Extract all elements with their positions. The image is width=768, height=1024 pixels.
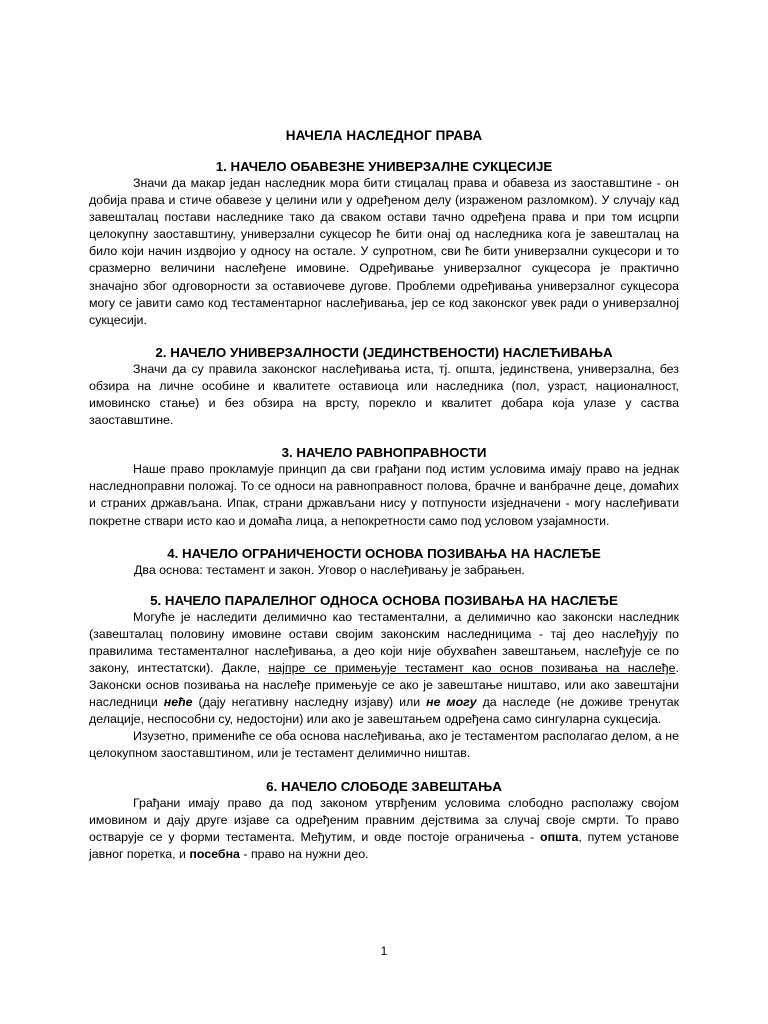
section-paragraph: Значи да макар један наследник мора бити стицалац права и обавеза из заоставштине - он добија права и стиче обавезе у целини или у одређеном делу (израженом разломком). У случају кад завешталац постави наследнике тако да сваком остави тачно одређена права и при том исцрпи целокупну заоставштину, универзални сукцесор ће бити онај од наследника кога је завешталац на било који начин издвојио у односу на остале. У супротном, сви ће бити универзални сукцесори и то сразмерно величини наслеђене имовине. Одређивање универзалног сукцесора је практично значајно због одговорности за оставиочеве дугове. Проблеми одређивања универзалног сукцесора могу се јавити само код тестаментарног наслеђивања, јер се код законског увек ради о универзалној сукцесији.	[89, 176, 679, 327]
section-paragraph: Два основа: тестамент и закон. Уговор о наслеђивању је забрањен.	[134, 562, 525, 577]
text-run: Грађани имају право да под законом утврђеним условима слободно располажу својом имовином и дају друге изјаве са одређеним правним дејствима за случај своје смрти. То право остварује се у форми тестамента. Међутим, и овде постоје ограничења -	[89, 795, 679, 844]
section-heading: 1. НАЧЕЛО ОБАВЕЗНЕ УНИВЕРЗАЛНЕ СУКЦЕСИЈЕ	[215, 159, 553, 174]
emphasis-word: неће	[163, 695, 193, 710]
section-heading: 4. НАЧЕЛО ОГРАНИЧЕНОСТИ ОСНОВА ПОЗИВАЊА НА НАСЛЕЂЕ	[167, 545, 601, 561]
section-paragraph: Значи да су правила законског наслеђивања иста, тј. општа, јединствена, универзална, без обзира на личне особине и квалитете оставиоца или наследника (пол, узраст, националност, имовинско стање) и без обзира на врсту, порекло и квалитет добара која улазе у саства заоставштине.	[89, 361, 679, 428]
document-title: НАЧЕЛА НАСЛЕДНОГ ПРАВА	[285, 128, 483, 143]
text-run: , путем установе јавног поретка, и	[89, 829, 679, 861]
text-run: Могуће је наследити делимично као тестаментални, а делимично као законски наследник (завешталац половину имовине остави својим законским наследницима - тај део наслеђују по правилима тестаменталног наслеђивања, а део који није обухваћен завештањем, наслеђује се по закону, интестатски). Дакле,	[89, 609, 679, 675]
page-number: 1	[380, 944, 388, 958]
section-heading: 2. НАЧЕЛО УНИВЕРЗАЛНОСТИ (ЈЕДИНСТВЕНОСТИ) НАСЛЕЋИВАЊА	[155, 344, 613, 360]
section-heading: 6. НАЧЕЛО СЛОБОДЕ ЗАВЕШТАЊА	[266, 778, 502, 794]
emphasis-word: општа	[540, 829, 579, 844]
text-run: (дају негативну наследну изјаву) или	[192, 695, 427, 710]
section-3	[89, 445, 679, 529]
section-paragraph: Изузетно, примениће се оба основа наслеђивања, ако је тестаментом располагао делом, а не целокупном заоставштином, или је тестамент делимично ништав.	[89, 729, 679, 761]
section-heading: 5. НАЧЕЛО ПАРАЛЕЛНОГ ОДНОСА ОСНОВА ПОЗИВАЊА НА НАСЛЕЂЕ	[150, 592, 618, 608]
emphasis-word: не могу	[426, 695, 477, 710]
section-paragraph	[89, 609, 679, 729]
section-6	[89, 779, 679, 863]
underlined-phrase: најпре се примењује тестамент као основ позивања на наслеђе	[268, 660, 676, 675]
text-run: - право на нужни део.	[239, 846, 369, 861]
section-1	[89, 159, 679, 329]
emphasis-word: посебна	[189, 846, 240, 861]
section-paragraph	[89, 795, 679, 863]
section-heading: 3. НАЧЕЛО РАВНОПРАВНОСТИ	[281, 445, 487, 461]
text-run: да наследе (не доживе тренутак делације, неспособни су, недостојни) или ако је завештањем одређена само сингуларна сукцесија.	[89, 695, 680, 727]
text-run: . Законски основ позивања на наслеђе примењује се ако је завештање ништаво, или ако завештајни наследници	[89, 660, 679, 710]
section-4	[89, 546, 679, 579]
section-2	[89, 345, 679, 429]
section-5	[89, 593, 679, 763]
section-paragraph: Наше право прокламује принцип да сви грађани под истим условима имају право на једнак наследноправни положај. То се односи на равноправност полова, брачне и ванбрачне деце, домаћих и страних држављана. Ипак, страни држављани нису у потпуности изједначени - могу наслеђивати покретне ствари исто као и домаћа лица, а непокретности само под условом узајамности.	[89, 462, 679, 528]
